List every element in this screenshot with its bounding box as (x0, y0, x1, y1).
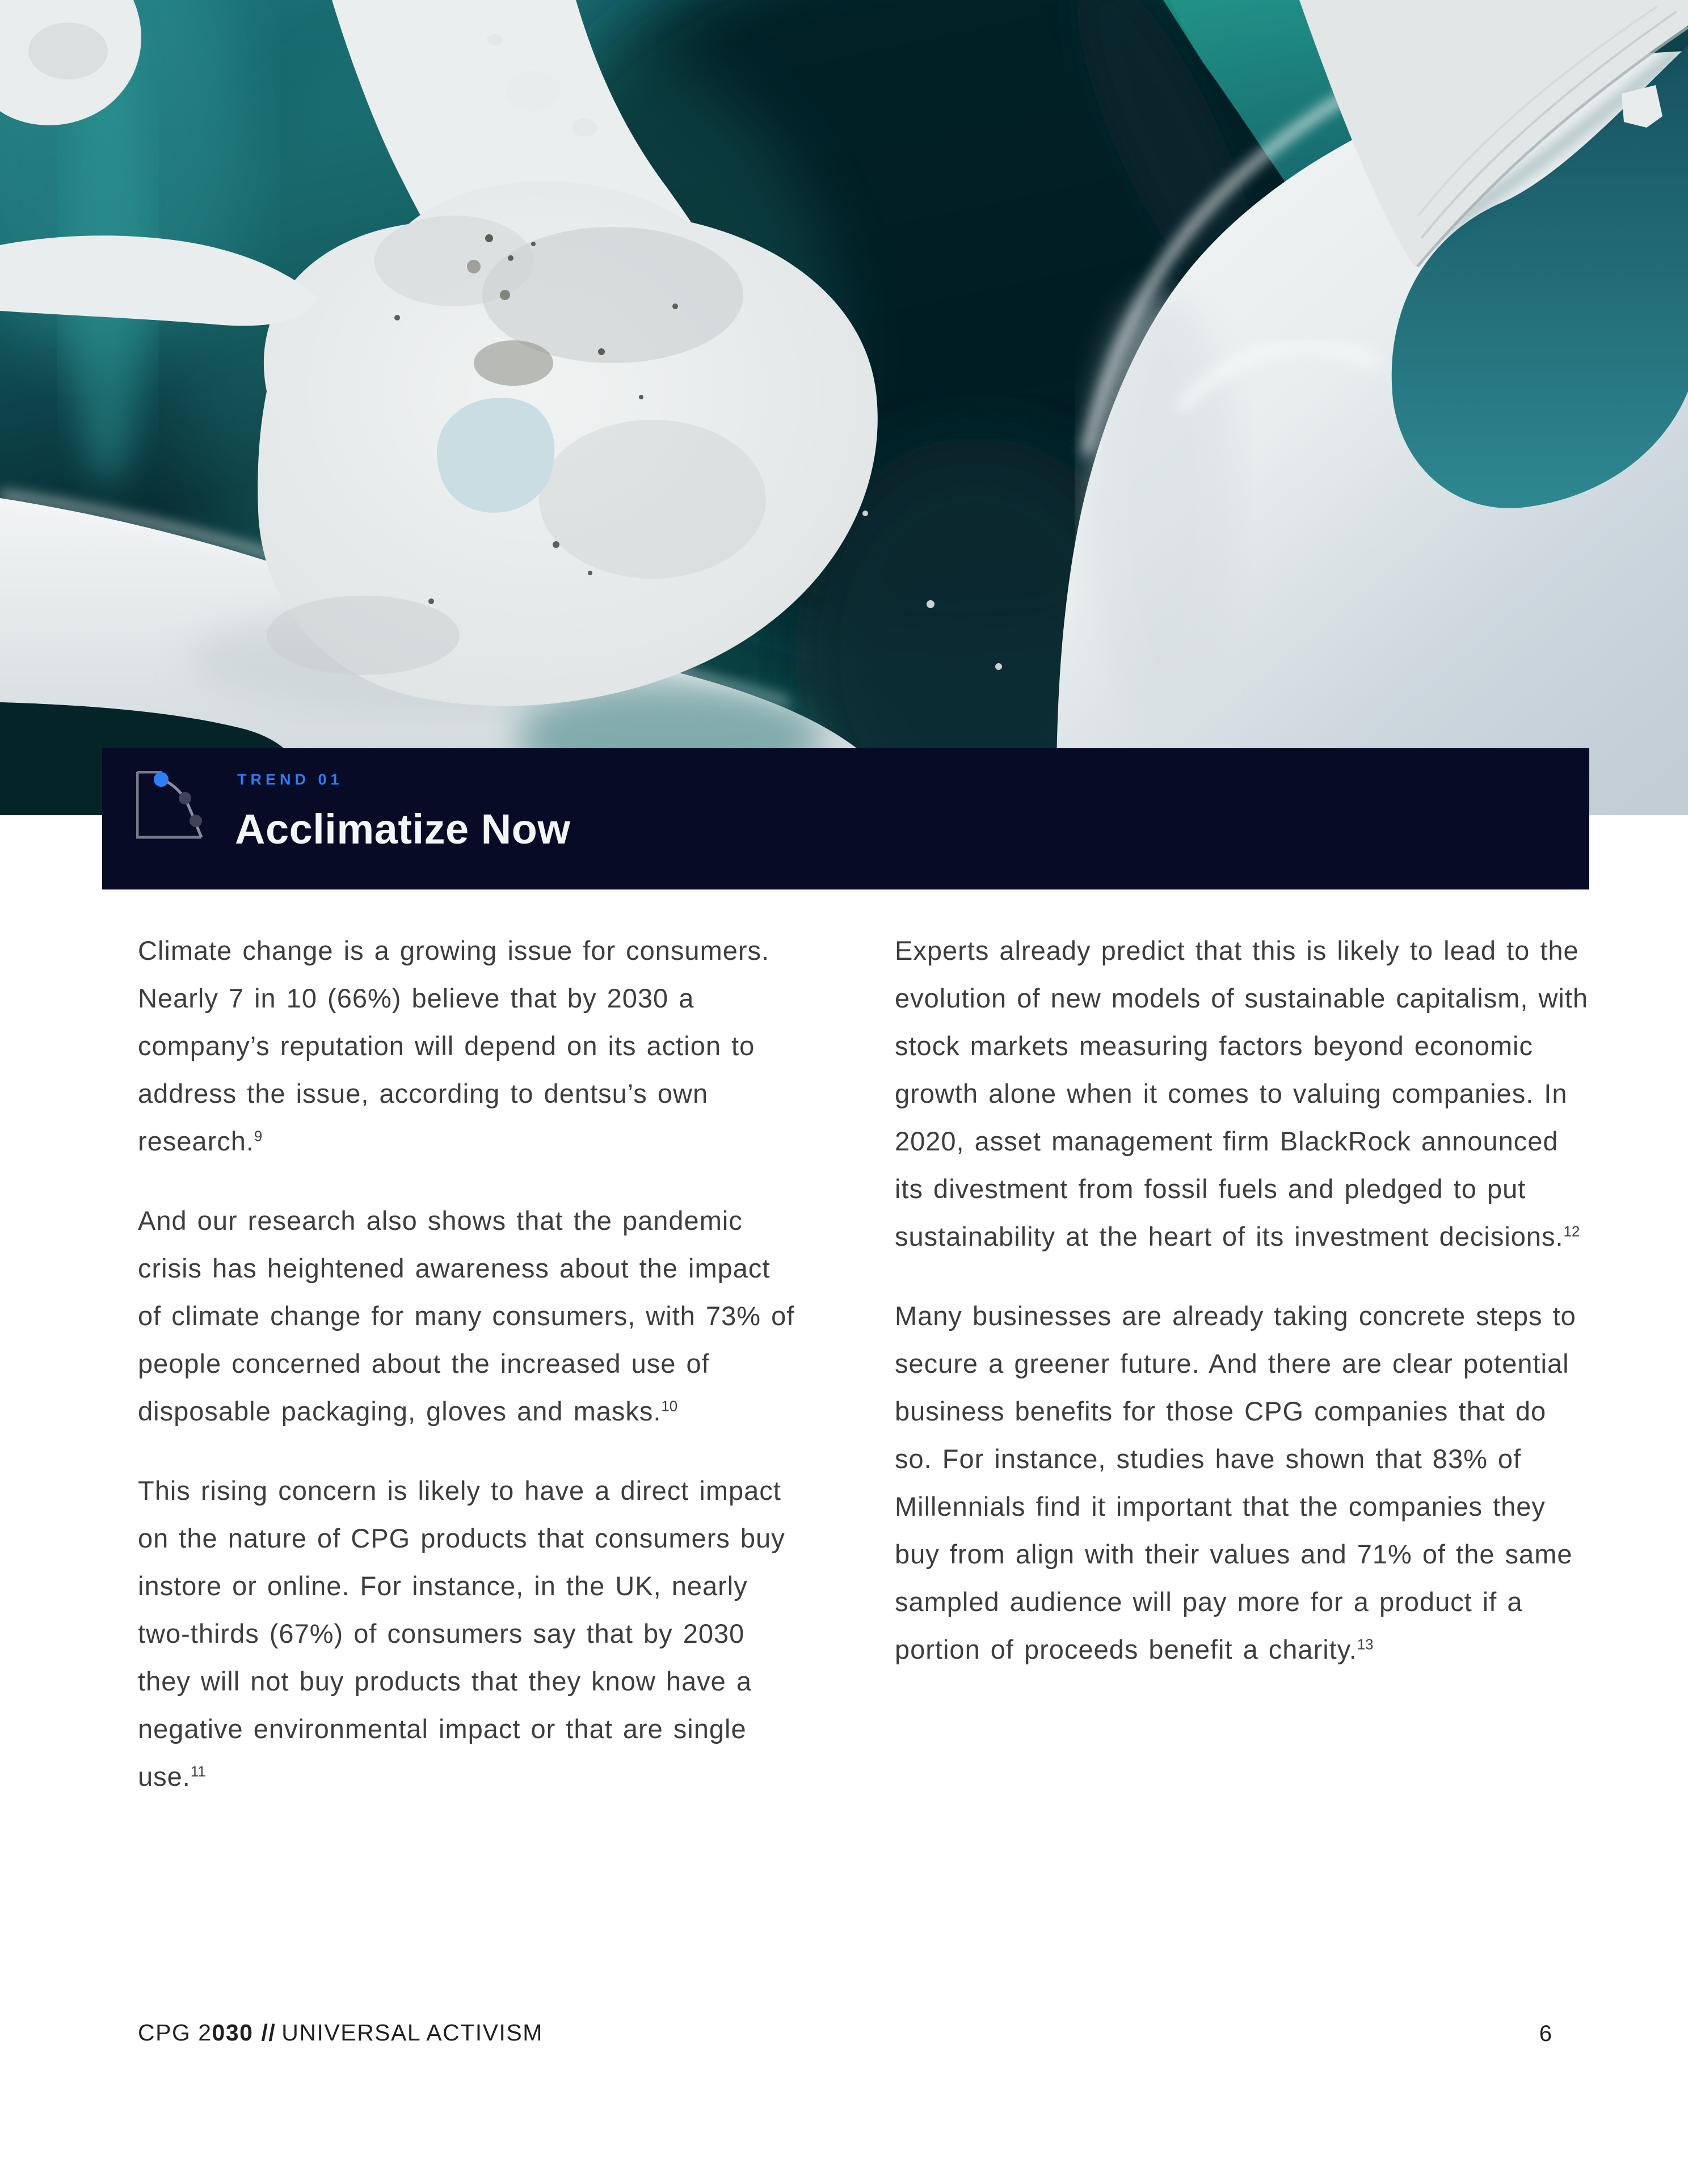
footnote-ref: 13 (1357, 1637, 1374, 1653)
trend-chart-icon (136, 771, 203, 839)
footer-brand-bold: 030 (212, 2019, 254, 2046)
footnote-ref: 9 (254, 1128, 263, 1145)
body-column-left (138, 927, 799, 1832)
trend-banner (102, 748, 1589, 889)
footnote-ref: 12 (1563, 1224, 1580, 1240)
body-paragraph (138, 1467, 799, 1801)
footer-separator: // (261, 2019, 276, 2046)
page-title: Acclimatize Now (235, 806, 571, 853)
footer-brand: CPG 2 (138, 2019, 212, 2046)
body-paragraph (138, 1197, 799, 1435)
paragraph-text: Many businesses are already taking concrete steps to secure a greener future. And there are clear potential business benefits for those CPG companies that do so. For instance, studies have shown that 83% of Millennials find it important that the companies they buy from align with their values and 71% of the same sampled audience will pay more for a product if a portion of proceeds benefit a charity. (895, 1301, 1576, 1664)
paragraph-text: This rising concern is likely to have a direct impact on the nature of CPG products that consumers buy instore or online. For instance, in the UK, nearly two-thirds (67%) of consumers say that by 2030 they will not buy products that they know have a negative environmental impact or that are single use. (138, 1475, 785, 1791)
paragraph-text: Climate change is a growing issue for consumers. Nearly 7 in 10 (66%) believe that by 2030 a company’s reputation will depend on its action to address the issue, according to dentsu’s own research. (138, 935, 770, 1156)
body-paragraph (895, 927, 1590, 1260)
footnote-ref: 11 (190, 1764, 206, 1780)
footer (138, 2019, 543, 2046)
footer-doc-title: UNIVERSAL ACTIVISM (281, 2019, 543, 2046)
paragraph-text: Experts already predict that this is likely to lead to the evolution of new models of sustainable capitalism, with stock markets measuring factors beyond economic growth alone when it comes to valuing companies. In 2020, asset management firm BlackRock announced its divestment from fossil fuels and pledged to put sustainability at the heart of its investment decisions. (895, 935, 1589, 1251)
footnote-ref: 10 (661, 1398, 678, 1415)
paragraph-text: And our research also shows that the pandemic crisis has heightened awareness about the impact of climate change for many consumers, with 73% of people concerned about the increased use of disposable packaging, gloves and masks. (138, 1205, 795, 1426)
body-paragraph (138, 927, 799, 1165)
hero-image (0, 0, 1688, 815)
page-number: 6 (1539, 2021, 1552, 2046)
body-column-right (895, 927, 1590, 1705)
body-paragraph (895, 1292, 1590, 1673)
trend-label: TREND 01 (237, 771, 343, 788)
